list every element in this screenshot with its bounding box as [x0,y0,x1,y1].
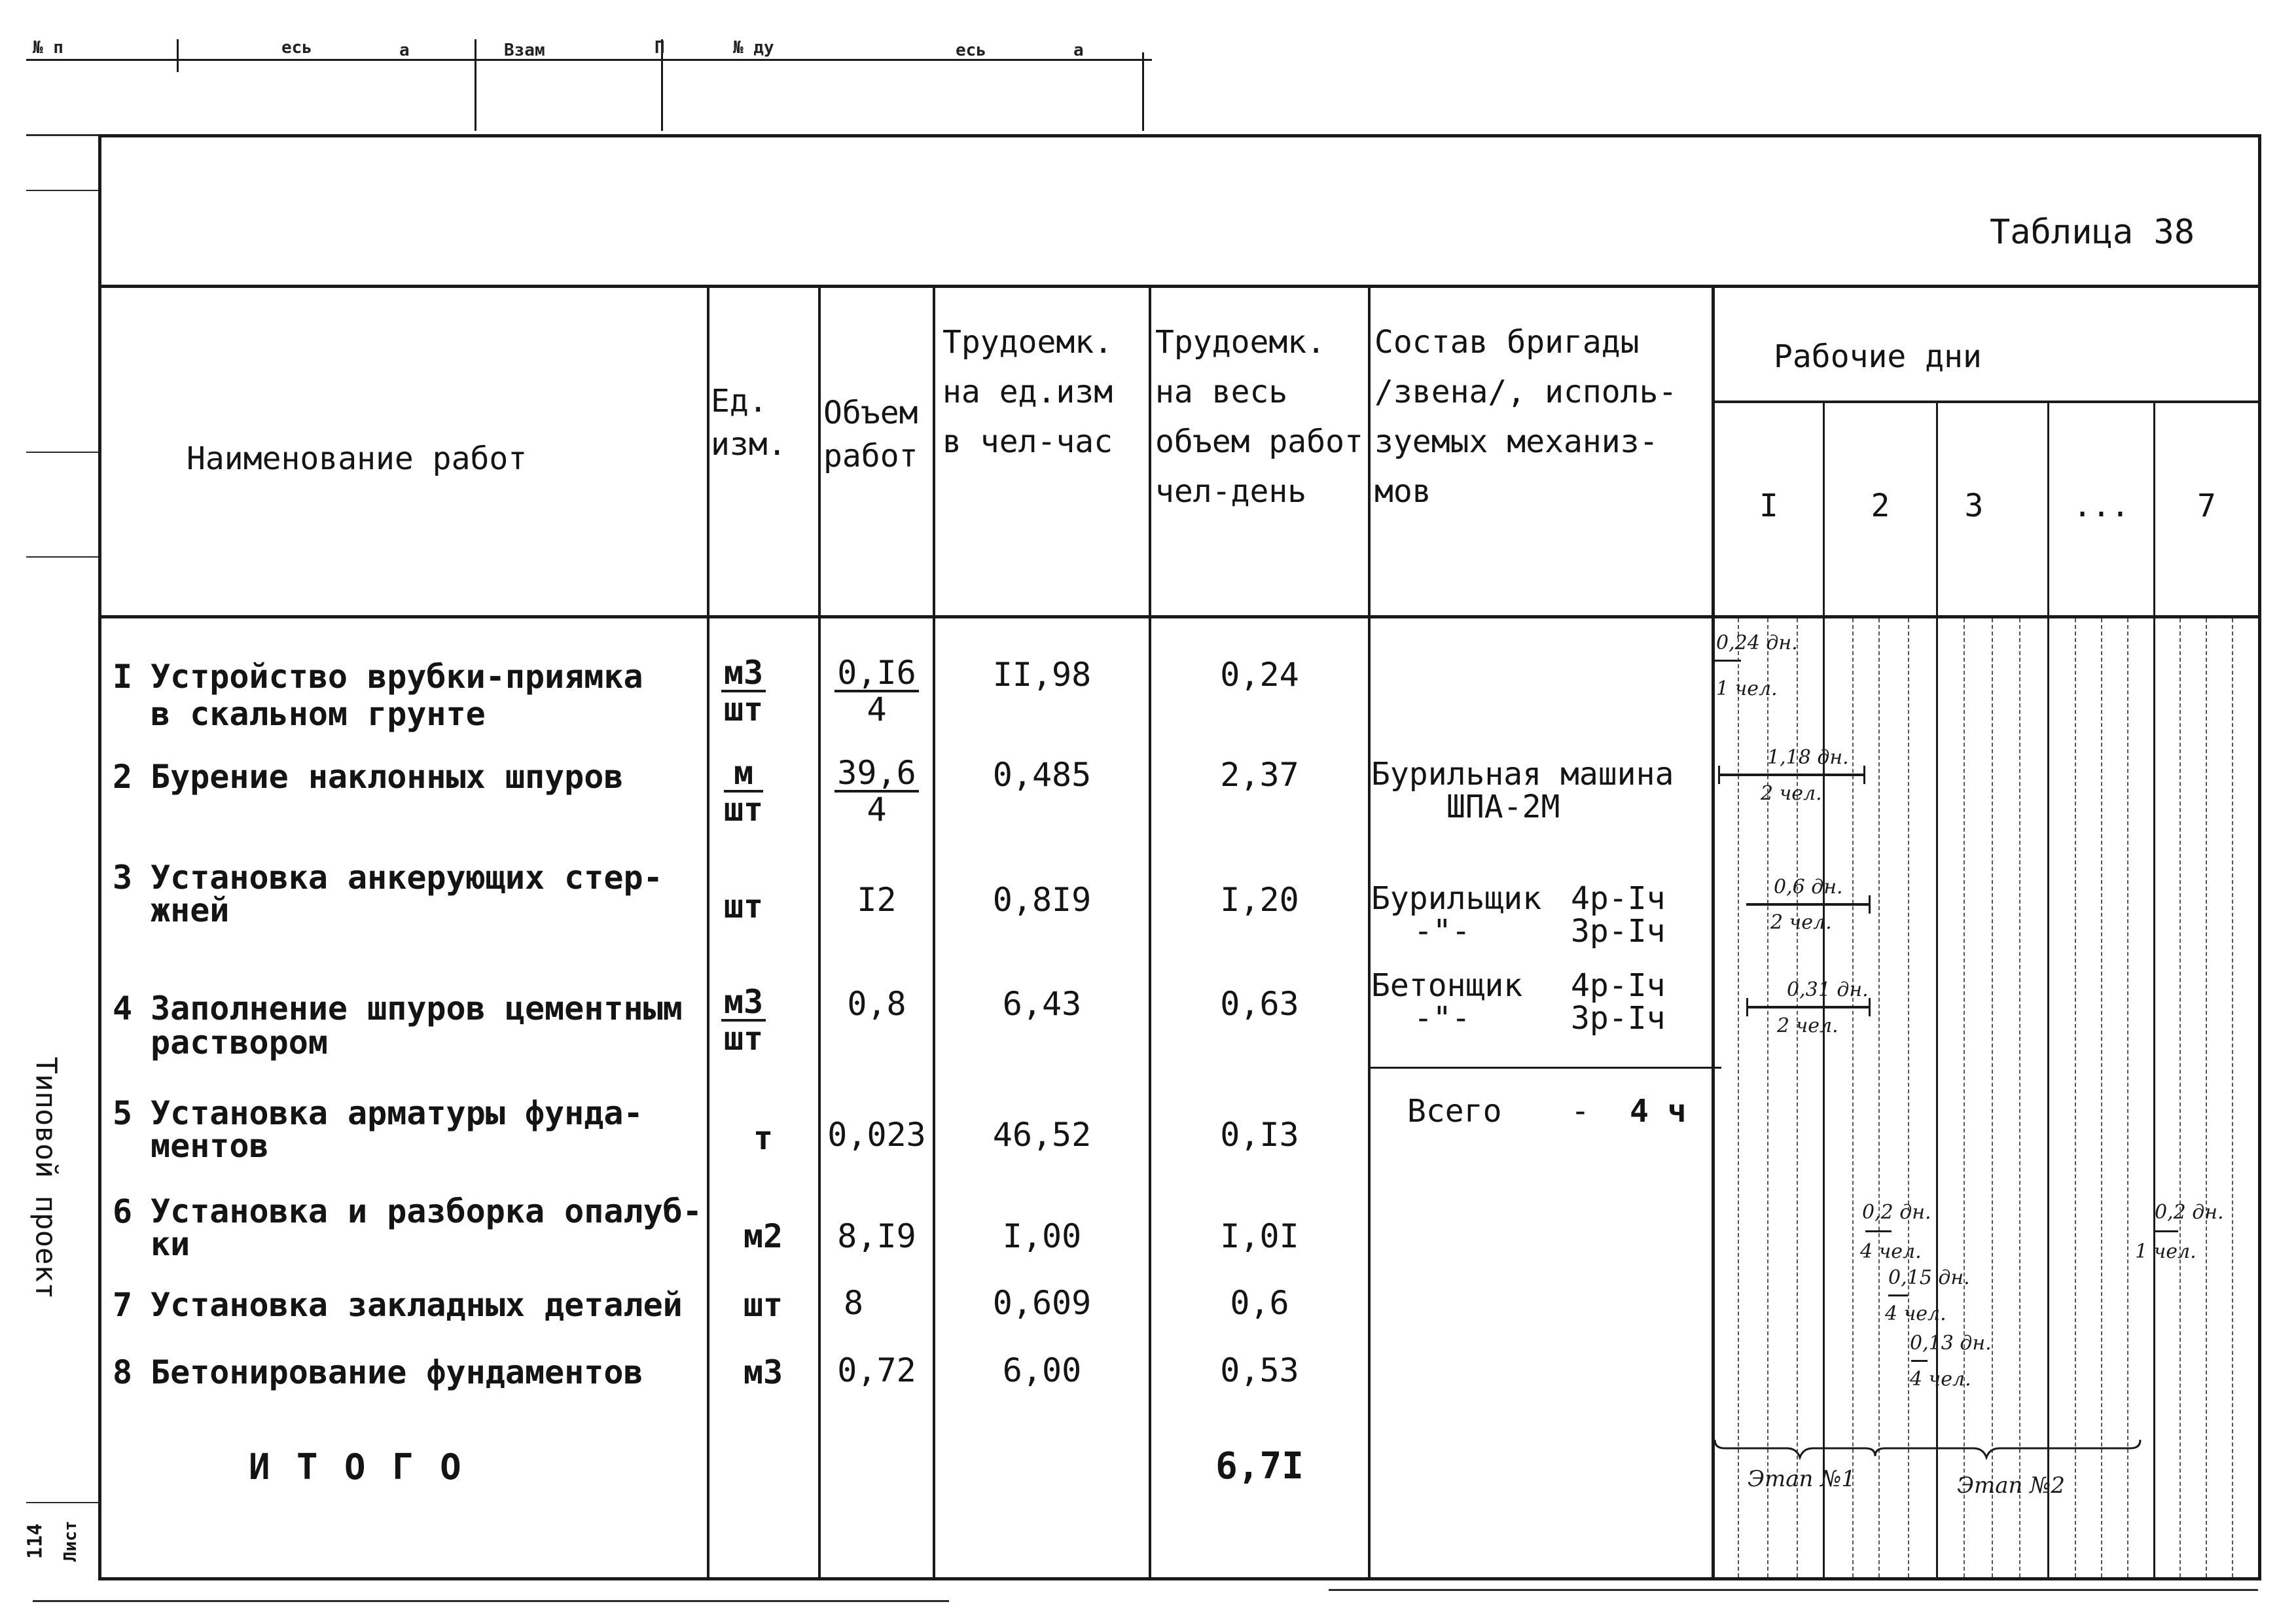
stamp-item: а [1073,41,1084,60]
header-day: 7 [2197,488,2216,524]
crew-total-value: 4 ч [1630,1093,1687,1130]
gantt-bar-tick [1869,895,1871,914]
gantt-bar [1715,660,1741,662]
header-day: I [1759,488,1778,524]
gantt-bar [1746,1006,1871,1008]
gantt-note-duration: 0,2 дн. [2155,1201,2224,1224]
header-volume-1: Объем [823,395,918,431]
gantt-bar-tick [1869,998,1871,1016]
header-day: 3 [1964,488,1984,524]
crew-machine: Бурильная машина [1371,756,1674,793]
header-unit-2: изм. [711,426,787,463]
crew-grade: 4р-Iч [1571,967,1666,1004]
gantt-bar [1911,1360,1928,1362]
sheet-box [51,1505,90,1577]
row-unit: $\frac{м3}{шт}$ [711,656,776,728]
row-name-line: Устройство врубки-приямка [151,658,643,696]
stamp-item: Взам [504,41,545,60]
row-volume: 0,72 [837,1351,916,1389]
crew-role: Бурильщик [1371,880,1542,917]
gantt-bar [1746,903,1871,906]
row-volume: $\frac{39,6}{4}$ [821,756,933,829]
total-value: 6,7I [1215,1445,1304,1488]
row-labor-total: 0,24 [1220,656,1299,694]
sheet-label: Лист [61,1520,81,1562]
gantt-note-crew: 2 чел. [1770,911,1832,934]
row-labor-total: 0,53 [1220,1351,1299,1389]
row-number: 7 [113,1286,133,1324]
row-unit: т [753,1119,774,1157]
header-name: Наименование работ [187,440,528,477]
header-day: ... [2073,488,2130,524]
gantt-bar-tick [1746,998,1748,1016]
row-labor-unit: 6,00 [1002,1351,1082,1389]
row-number: I [113,658,133,696]
crew-total-label: Всего [1407,1093,1502,1130]
row-name-line: ки [151,1225,190,1263]
header-volume-2: работ [823,438,918,474]
gantt-note-crew: 1 чел. [1716,677,1778,700]
row-unit: $\frac{м3}{шт}$ [711,985,776,1058]
gantt-note-duration: 0,2 дн. [1862,1201,1931,1224]
stamp-item: № ду [733,38,774,58]
row-name-line: Бетонирование фундаментов [151,1353,643,1391]
crew-role: -"- [1414,913,1471,950]
row-volume: 0,023 [827,1116,926,1154]
table-title: Таблица 38 [1990,213,2195,252]
row-labor-unit: II,98 [992,656,1092,694]
header-labor-total-2: на весь [1155,374,1288,410]
header-crew-2: /звена/, исполь- [1374,374,1677,410]
stamp-item: а [399,41,410,60]
row-unit: шт [723,887,764,925]
row-name-line: жней [151,891,230,929]
gantt-note-duration: 0,6 дн. [1774,876,1843,899]
gantt-note-crew: 2 чел. [1761,782,1822,805]
row-unit: м3 [743,1353,783,1391]
header-labor-total-4: чел-день [1155,473,1307,510]
header-unit-1: Ед. [711,383,768,419]
header-labor-unit-2: на ед.изм [942,374,1113,410]
row-volume: 8 [843,1284,864,1322]
gantt-bar [1718,774,1865,776]
crew-machine-model: ШПА-2М [1446,789,1560,825]
row-number: 2 [113,758,133,796]
row-number: 5 [113,1094,133,1132]
crew-grade: 3р-Iч [1571,1000,1666,1037]
stamp-item: П [655,38,665,58]
header-labor-total-1: Трудоемк. [1155,324,1326,361]
row-unit: м2 [743,1217,783,1255]
row-labor-unit: 0,609 [992,1284,1092,1322]
gantt-bar-tick [1718,766,1720,784]
row-name-line: раствором [151,1024,328,1061]
sheet-number-box [20,1505,51,1577]
gantt-note-duration: 0,15 дн. [1888,1266,1970,1289]
row-name-line: Установка анкерующих стер- [151,859,663,897]
row-labor-total: 0,I3 [1220,1116,1299,1154]
row-unit: шт [743,1286,783,1324]
stage-label: Этап №2 [1957,1472,2066,1499]
gantt-note-crew: 4 чел. [1860,1240,1922,1263]
gantt-note-crew: 2 чел. [1777,1014,1839,1037]
gantt-note-crew: 4 чел. [1885,1302,1946,1325]
row-number: 6 [113,1192,133,1230]
row-name-line: ментов [151,1127,269,1165]
crew-role: Бетонщик [1371,967,1523,1004]
header-labor-unit-1: Трудоемк. [942,324,1113,361]
header-labor-total-3: объем работ [1155,423,1363,460]
row-labor-total: 0,6 [1230,1284,1289,1322]
row-labor-unit: I,00 [1002,1217,1082,1255]
gantt-note-crew: 4 чел. [1910,1368,1971,1391]
stage-label: Этап №1 [1748,1466,1856,1492]
header-crew-3: зуемых механиз- [1374,423,1659,460]
crew-grade: 4р-Iч [1571,880,1666,917]
stamp-item: № п [33,38,63,58]
gantt-note-duration: 0,13 дн. [1910,1332,1992,1355]
gantt-note-duration: 0,31 дн. [1787,978,1869,1001]
row-labor-unit: 46,52 [992,1116,1092,1154]
row-volume: I2 [857,881,897,919]
header-crew-4: мов [1374,473,1431,510]
row-name-line: Заполнение шпуров цементным [151,990,683,1027]
row-labor-total: 0,63 [1220,985,1299,1023]
stamp-item: есь [956,41,986,60]
gantt-bar [1865,1230,1892,1232]
row-labor-unit: 0,8I9 [992,881,1092,919]
side-vertical-text: Типовой проект [29,1056,63,1300]
gantt-bar-tick [1863,766,1865,784]
row-labor-total: 2,37 [1220,756,1299,794]
gantt-note-duration: 1,18 дн. [1767,746,1849,769]
row-name-line: Бурение наклонных шпуров [151,758,624,796]
gantt-note-crew: 1 чел. [2135,1240,2197,1263]
row-labor-total: I,0I [1220,1217,1299,1255]
header-day: 2 [1871,488,1890,524]
row-name-line: Установка и разборка опалуб- [151,1192,702,1230]
crew-role: -"- [1414,1000,1471,1037]
gantt-bar [1888,1294,1908,1296]
crew-grade: 3р-Iч [1571,913,1666,950]
row-volume: 0,8 [847,985,906,1023]
bottom-rule [33,1600,949,1602]
total-label: И Т О Г О [249,1446,464,1488]
header-workdays: Рабочие дни [1774,338,1982,375]
sheet-number: 114 [24,1523,47,1560]
row-labor-unit: 0,485 [992,756,1092,794]
row-name-line: Установка арматуры фунда- [151,1094,643,1132]
row-number: 8 [113,1353,133,1391]
row-name-line: в скальном грунте [151,695,486,733]
row-volume: 8,I9 [837,1217,916,1255]
row-volume: $\frac{0,I6}{4}$ [821,656,933,728]
row-name-line: Установка закладных деталей [151,1286,683,1324]
row-labor-unit: 6,43 [1002,985,1082,1023]
stamp-item: есь [281,38,312,58]
row-number: 3 [113,859,133,897]
bottom-rule [1329,1589,2258,1591]
gantt-bar [2155,1230,2178,1232]
header-labor-unit-3: в чел-час [942,423,1113,460]
row-number: 4 [113,990,133,1027]
gantt-note-duration: 0,24 дн. [1716,632,1798,654]
row-unit: $\frac{м}{шт}$ [723,754,764,829]
header-crew-1: Состав бригады [1374,324,1640,361]
crew-total-dash: - [1571,1093,1590,1130]
row-labor-total: I,20 [1220,881,1299,919]
